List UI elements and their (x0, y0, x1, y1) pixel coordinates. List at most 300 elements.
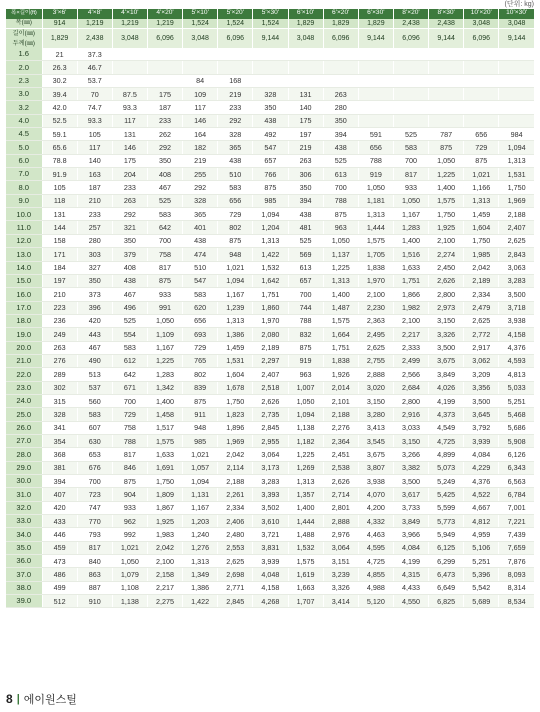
weight-cell: 3,792 (464, 421, 499, 434)
weight-cell: 2,100 (393, 314, 428, 327)
weight-cell: 1,444 (358, 221, 393, 234)
thickness-cell: 35.0 (6, 541, 42, 554)
weight-cell: 3,617 (393, 488, 428, 501)
weight-cell: 1,021 (464, 168, 499, 181)
weight-cell: 525 (112, 314, 147, 327)
weight-cell: 78.8 (42, 154, 77, 167)
thickness-cell: 5.0 (6, 141, 42, 154)
width-cell-11: 2,438 (429, 19, 464, 29)
weight-cell: 583 (147, 208, 182, 221)
weight-cell: 700 (323, 181, 358, 194)
weight-cell: 3,414 (323, 595, 358, 608)
weight-cell: 7,876 (499, 555, 534, 568)
width-cell-9: 1,829 (358, 19, 393, 29)
weight-cell: 164 (183, 128, 218, 141)
weight-cell: 700 (112, 394, 147, 407)
length-cell-1: 2,438 (77, 29, 112, 49)
weight-cell: 676 (77, 461, 112, 474)
weight-cell: 496 (112, 301, 147, 314)
weight-cell: 840 (77, 555, 112, 568)
weight-cell: 4,229 (464, 461, 499, 474)
weight-cell: 700 (77, 475, 112, 488)
weight-cell: 656 (218, 194, 253, 207)
weight-cell (464, 101, 499, 114)
weight-cell (253, 48, 288, 61)
weight-cell: 280 (323, 101, 358, 114)
thickness-cell: 29.0 (6, 461, 42, 474)
weight-cell: 1,131 (183, 488, 218, 501)
weight-cell: 2,407 (499, 221, 534, 234)
weight-cell: 5,425 (429, 488, 464, 501)
thickness-cell: 13.0 (6, 248, 42, 261)
weight-cell: 875 (147, 274, 182, 287)
weight-cell: 210 (77, 194, 112, 207)
weight-cell: 3,239 (323, 568, 358, 581)
weight-cell: 656 (183, 314, 218, 327)
weight-cell: 1,604 (218, 368, 253, 381)
weight-cell (499, 61, 534, 74)
weight-cell: 2,916 (393, 408, 428, 421)
weight-cell: 2,479 (464, 301, 499, 314)
weight-cell: 788 (112, 434, 147, 447)
weight-cell: 7,659 (499, 541, 534, 554)
table-row (6, 368, 534, 381)
weight-cell: 817 (112, 448, 147, 461)
weight-cell: 394 (288, 194, 323, 207)
weight-cell: 3,382 (393, 461, 428, 474)
weight-cell: 744 (288, 301, 323, 314)
weight-cell: 1,050 (358, 181, 393, 194)
weight-cell: 262 (147, 128, 182, 141)
weight-cell: 46.7 (77, 61, 112, 74)
weight-cell: 2,230 (358, 301, 393, 314)
weight-cell: 4,725 (429, 434, 464, 447)
weight-cell: 26.3 (42, 61, 77, 74)
weight-cell: 1,458 (147, 408, 182, 421)
weight-cell: 365 (218, 141, 253, 154)
weight-cell: 3,938 (358, 475, 393, 488)
thickness-cell: 39.0 (6, 595, 42, 608)
table-row (6, 475, 534, 488)
weight-cell: 547 (183, 274, 218, 287)
weight-cell: 1,167 (147, 341, 182, 354)
weight-cell (358, 114, 393, 127)
weight-cell: 158 (42, 234, 77, 247)
weight-cell: 4,199 (393, 555, 428, 568)
size-header-10: 8'×20' (393, 9, 428, 19)
weight-cell: 1,750 (464, 234, 499, 247)
weight-cell: 2,800 (393, 394, 428, 407)
weight-cell: 4,070 (358, 488, 393, 501)
thickness-label: 두께(㎜) (12, 39, 35, 47)
weight-cell: 1,969 (499, 194, 534, 207)
weight-cell: 1,182 (288, 434, 323, 447)
weight-cell: 1,970 (253, 314, 288, 327)
weight-cell (288, 48, 323, 61)
weight-cell: 131 (288, 88, 323, 101)
weight-cell (288, 74, 323, 87)
weight-cell: 1,516 (393, 248, 428, 261)
weight-cell: 1,691 (147, 461, 182, 474)
weight-cell: 197 (288, 128, 323, 141)
weight-cell: 394 (323, 128, 358, 141)
weight-cell: 467 (147, 181, 182, 194)
length-cell-12: 6,096 (464, 29, 499, 49)
weight-cell: 2,888 (323, 515, 358, 528)
weight-cell: 197 (42, 274, 77, 287)
weight-cell: 1,167 (393, 208, 428, 221)
weight-cell: 1,313 (464, 194, 499, 207)
weight-cell: 1,604 (464, 221, 499, 234)
weight-cell: 620 (183, 301, 218, 314)
weight-cell: 6,125 (429, 541, 464, 554)
weight-cell: 321 (112, 221, 147, 234)
weight-cell: 74.7 (77, 101, 112, 114)
weight-cell (429, 48, 464, 61)
weight-cell: 2,450 (429, 261, 464, 274)
thickness-cell: 30.0 (6, 475, 42, 488)
table-row (6, 328, 534, 341)
weight-cell: 5,686 (499, 421, 534, 434)
weight-cell (429, 114, 464, 127)
weight-cell: 1,313 (253, 234, 288, 247)
weight-cell: 793 (77, 528, 112, 541)
weight-cell: 963 (323, 221, 358, 234)
width-cell-8: 1,829 (323, 19, 358, 29)
weight-cell: 438 (112, 274, 147, 287)
weight-cell: 3,500 (393, 475, 428, 488)
weight-cell: 223 (42, 301, 77, 314)
weight-cell: 328 (253, 88, 288, 101)
weight-cell (358, 48, 393, 61)
weight-cell: 1,982 (393, 301, 428, 314)
weight-cell: 4,593 (499, 354, 534, 367)
weight-cell: 4,332 (358, 515, 393, 528)
weight-cell: 118 (42, 194, 77, 207)
weight-cell: 219 (288, 141, 323, 154)
weight-cell: 2,626 (253, 394, 288, 407)
weight-cell: 1,750 (218, 394, 253, 407)
weight-cell: 3,150 (429, 314, 464, 327)
weight-cell: 1,575 (288, 555, 323, 568)
weight-cell: 263 (112, 194, 147, 207)
weight-cell: 2,276 (323, 421, 358, 434)
weight-cell: 53.7 (77, 74, 112, 87)
weight-cell: 1,240 (183, 528, 218, 541)
weight-cell: 42.0 (42, 101, 77, 114)
weight-cell: 2,626 (323, 475, 358, 488)
weight-cell: 2,955 (253, 434, 288, 447)
weight-cell: 1,094 (218, 274, 253, 287)
weight-cell: 2,625 (218, 555, 253, 568)
weight-cell: 1,203 (183, 515, 218, 528)
weight-cell: 4,550 (393, 595, 428, 608)
weight-cell: 292 (147, 141, 182, 154)
weight-cell: 1,167 (218, 288, 253, 301)
length-cell-13: 9,144 (499, 29, 534, 49)
weight-cell: 4,959 (464, 528, 499, 541)
weight-cell: 817 (147, 261, 182, 274)
width-cell-10: 2,438 (393, 19, 428, 29)
size-header-12: 10'×20' (464, 9, 499, 19)
thickness-cell: 14.0 (6, 261, 42, 274)
width-cell-4: 1,524 (183, 19, 218, 29)
weight-cell: 1,225 (147, 354, 182, 367)
weight-cell: 1,678 (218, 381, 253, 394)
length-cell-0: 1,829 (42, 29, 77, 49)
weight-cell: 1,575 (429, 194, 464, 207)
weight-cell: 1,642 (253, 274, 288, 287)
weight-cell: 2,042 (147, 541, 182, 554)
weight-cell: 184 (42, 261, 77, 274)
size-header-13: 10'×30' (499, 9, 534, 19)
weight-cell: 2,217 (147, 581, 182, 594)
weight-cell: 6,649 (429, 581, 464, 594)
weight-cell: 6,563 (499, 475, 534, 488)
weight-cell: 3,033 (393, 421, 428, 434)
weight-cell: 3,280 (358, 408, 393, 421)
weight-cell: 919 (288, 354, 323, 367)
length-cell-4: 3,048 (183, 29, 218, 49)
weight-cell: 7,221 (499, 515, 534, 528)
thickness-cell: 37.0 (6, 568, 42, 581)
weight-cell: 175 (112, 154, 147, 167)
weight-cell: 2,334 (464, 288, 499, 301)
table-row (6, 381, 534, 394)
weight-cell: 1,400 (429, 181, 464, 194)
weight-cell: 373 (77, 288, 112, 301)
weight-cell: 3,150 (393, 434, 428, 447)
weight-cell (464, 88, 499, 101)
table-row (6, 101, 534, 114)
weight-cell: 2,735 (253, 408, 288, 421)
weight-cell: 510 (183, 261, 218, 274)
weight-cell: 817 (393, 168, 428, 181)
weight-cell: 2,495 (358, 328, 393, 341)
width-cell-3: 1,219 (147, 19, 182, 29)
weight-cell (323, 74, 358, 87)
weight-cell: 4,376 (499, 341, 534, 354)
length-cell-2: 3,048 (112, 29, 147, 49)
weight-cell: 233 (77, 208, 112, 221)
weight-cell: 653 (77, 448, 112, 461)
weight-cell: 3,283 (499, 274, 534, 287)
weight-cell: 1,204 (253, 221, 288, 234)
weight-cell: 473 (42, 555, 77, 568)
weight-cell: 365 (183, 208, 218, 221)
weight-cell: 788 (288, 314, 323, 327)
weight-cell: 4,158 (499, 328, 534, 341)
weight-cell (499, 114, 534, 127)
weight-cell: 368 (42, 448, 77, 461)
weight-cell: 2,275 (147, 595, 182, 608)
weight-cell: 933 (147, 288, 182, 301)
weight-cell: 3,645 (464, 408, 499, 421)
table-row (6, 394, 534, 407)
weight-cell: 396 (77, 301, 112, 314)
weight-cell: 408 (147, 168, 182, 181)
weight-cell: 1,094 (499, 141, 534, 154)
table-row (6, 88, 534, 101)
weight-cell: 407 (42, 488, 77, 501)
weight-cell: 2,800 (429, 288, 464, 301)
weight-cell: 1,109 (147, 328, 182, 341)
weight-cell: 1,823 (218, 408, 253, 421)
weight-cell: 2,771 (218, 581, 253, 594)
thickness-cell: 36.0 (6, 555, 42, 568)
weight-cell: 1,357 (288, 488, 323, 501)
weight-cell: 2,101 (323, 394, 358, 407)
weight-cell: 766 (253, 168, 288, 181)
weight-cell: 3,831 (253, 541, 288, 554)
weight-cell: 3,733 (393, 501, 428, 514)
weight-cell: 93.3 (77, 114, 112, 127)
weight-cell: 354 (42, 434, 77, 447)
weight-cell: 1,487 (323, 301, 358, 314)
weight-cell: 1,575 (323, 314, 358, 327)
weight-cell: 328 (42, 408, 77, 421)
weight-cell: 863 (77, 568, 112, 581)
weight-cell: 3,266 (393, 448, 428, 461)
weight-cell: 802 (183, 368, 218, 381)
weight-cell: 6,784 (499, 488, 534, 501)
weight-cell: 187 (147, 101, 182, 114)
weight-cell: 770 (77, 515, 112, 528)
weight-cell: 1,079 (112, 568, 147, 581)
weight-cell: 1,400 (288, 501, 323, 514)
weight-cell: 341 (42, 421, 77, 434)
length-cell-8: 6,096 (323, 29, 358, 49)
weight-cell: 6,126 (499, 448, 534, 461)
weight-cell (358, 101, 393, 114)
weight-cell: 2,014 (323, 381, 358, 394)
weight-cell: 2,625 (464, 314, 499, 327)
weight-cell: 2,100 (147, 555, 182, 568)
thickness-cell: 27.0 (6, 434, 42, 447)
weight-cell (393, 74, 428, 87)
weight-cell (112, 61, 147, 74)
weight-cell: 1,575 (147, 434, 182, 447)
weight-cell: 1,313 (323, 274, 358, 287)
thickness-cell: 4.0 (6, 114, 42, 127)
weight-cell (499, 88, 534, 101)
weight-cell (464, 74, 499, 87)
weight-cell (499, 74, 534, 87)
thickness-cell: 17.0 (6, 301, 42, 314)
table-row (6, 114, 534, 127)
weight-cell: 5,949 (429, 528, 464, 541)
weight-cell: 3,849 (429, 368, 464, 381)
weight-cell: 1,021 (183, 448, 218, 461)
weight-cell: 1,386 (218, 328, 253, 341)
weight-cell: 5,251 (499, 394, 534, 407)
weight-cell: 875 (253, 181, 288, 194)
length-label: 길이(㎜) (12, 30, 35, 38)
weight-cell: 2,406 (218, 515, 253, 528)
weight-cell: 1,896 (218, 421, 253, 434)
weight-cell: 3,938 (499, 314, 534, 327)
weight-cell: 1,007 (288, 381, 323, 394)
weight-cell: 569 (288, 248, 323, 261)
weight-cell: 5,106 (464, 541, 499, 554)
weight-cell: 3,675 (429, 354, 464, 367)
weight-cell: 583 (183, 288, 218, 301)
weight-cell: 350 (323, 114, 358, 127)
weight-cell: 280 (77, 234, 112, 247)
weight-cell: 3,150 (358, 394, 393, 407)
weight-cell: 2,188 (218, 475, 253, 488)
weight-cell: 1,283 (393, 221, 428, 234)
weight-cell: 1,276 (183, 541, 218, 554)
table-row (6, 581, 534, 594)
weight-cell: 554 (112, 328, 147, 341)
length-cell-10: 6,096 (393, 29, 428, 49)
thickness-cell: 2.3 (6, 74, 42, 87)
weight-cell: 5,396 (464, 568, 499, 581)
weight-cell: 700 (288, 288, 323, 301)
weight-cell: 788 (323, 194, 358, 207)
table-row (6, 221, 534, 234)
weight-cell: 4,595 (358, 541, 393, 554)
thickness-cell: 22.0 (6, 368, 42, 381)
weight-cell: 219 (183, 154, 218, 167)
weight-cell: 204 (112, 168, 147, 181)
weight-cell: 5,251 (464, 555, 499, 568)
weight-cell: 1,531 (499, 168, 534, 181)
width-label: 폭(㎜) (6, 19, 42, 29)
weight-cell: 948 (183, 421, 218, 434)
weight-cell: 1,225 (429, 168, 464, 181)
weight-cell: 729 (183, 341, 218, 354)
weight-cell: 140 (288, 101, 323, 114)
weight-cell: 1,313 (499, 154, 534, 167)
weight-cell: 910 (77, 595, 112, 608)
weight-cell: 1,050 (429, 154, 464, 167)
weight-cell: 2,042 (218, 448, 253, 461)
weight-cell: 175 (147, 88, 182, 101)
width-cell-6: 1,524 (253, 19, 288, 29)
table-row (6, 568, 534, 581)
weight-cell: 3,151 (323, 555, 358, 568)
weight-cell: 3,500 (499, 288, 534, 301)
weight-cell: 467 (77, 341, 112, 354)
thickness-cell: 38.0 (6, 581, 42, 594)
table-row (6, 181, 534, 194)
weight-cell: 1,663 (288, 581, 323, 594)
weight-cell: 1,313 (288, 475, 323, 488)
weight-cell: 117 (112, 114, 147, 127)
weight-cell: 2,499 (393, 354, 428, 367)
weight-cell: 4,268 (253, 595, 288, 608)
weight-cell: 117 (183, 101, 218, 114)
table-row (6, 128, 534, 141)
weight-cell: 3,966 (393, 528, 428, 541)
weight-cell: 1,751 (393, 274, 428, 287)
weight-cell: 4,376 (464, 475, 499, 488)
weight-cell: 3,849 (393, 515, 428, 528)
weight-cell: 2,274 (429, 248, 464, 261)
thickness-cell: 21.0 (6, 354, 42, 367)
width-cell-2: 1,219 (112, 19, 147, 29)
table-row (6, 248, 534, 261)
table-row (6, 354, 534, 367)
table-row (6, 301, 534, 314)
weight-cell (358, 61, 393, 74)
table-row (6, 528, 534, 541)
table-row (6, 421, 534, 434)
weight-cell: 839 (183, 381, 218, 394)
weight-cell: 144 (42, 221, 77, 234)
